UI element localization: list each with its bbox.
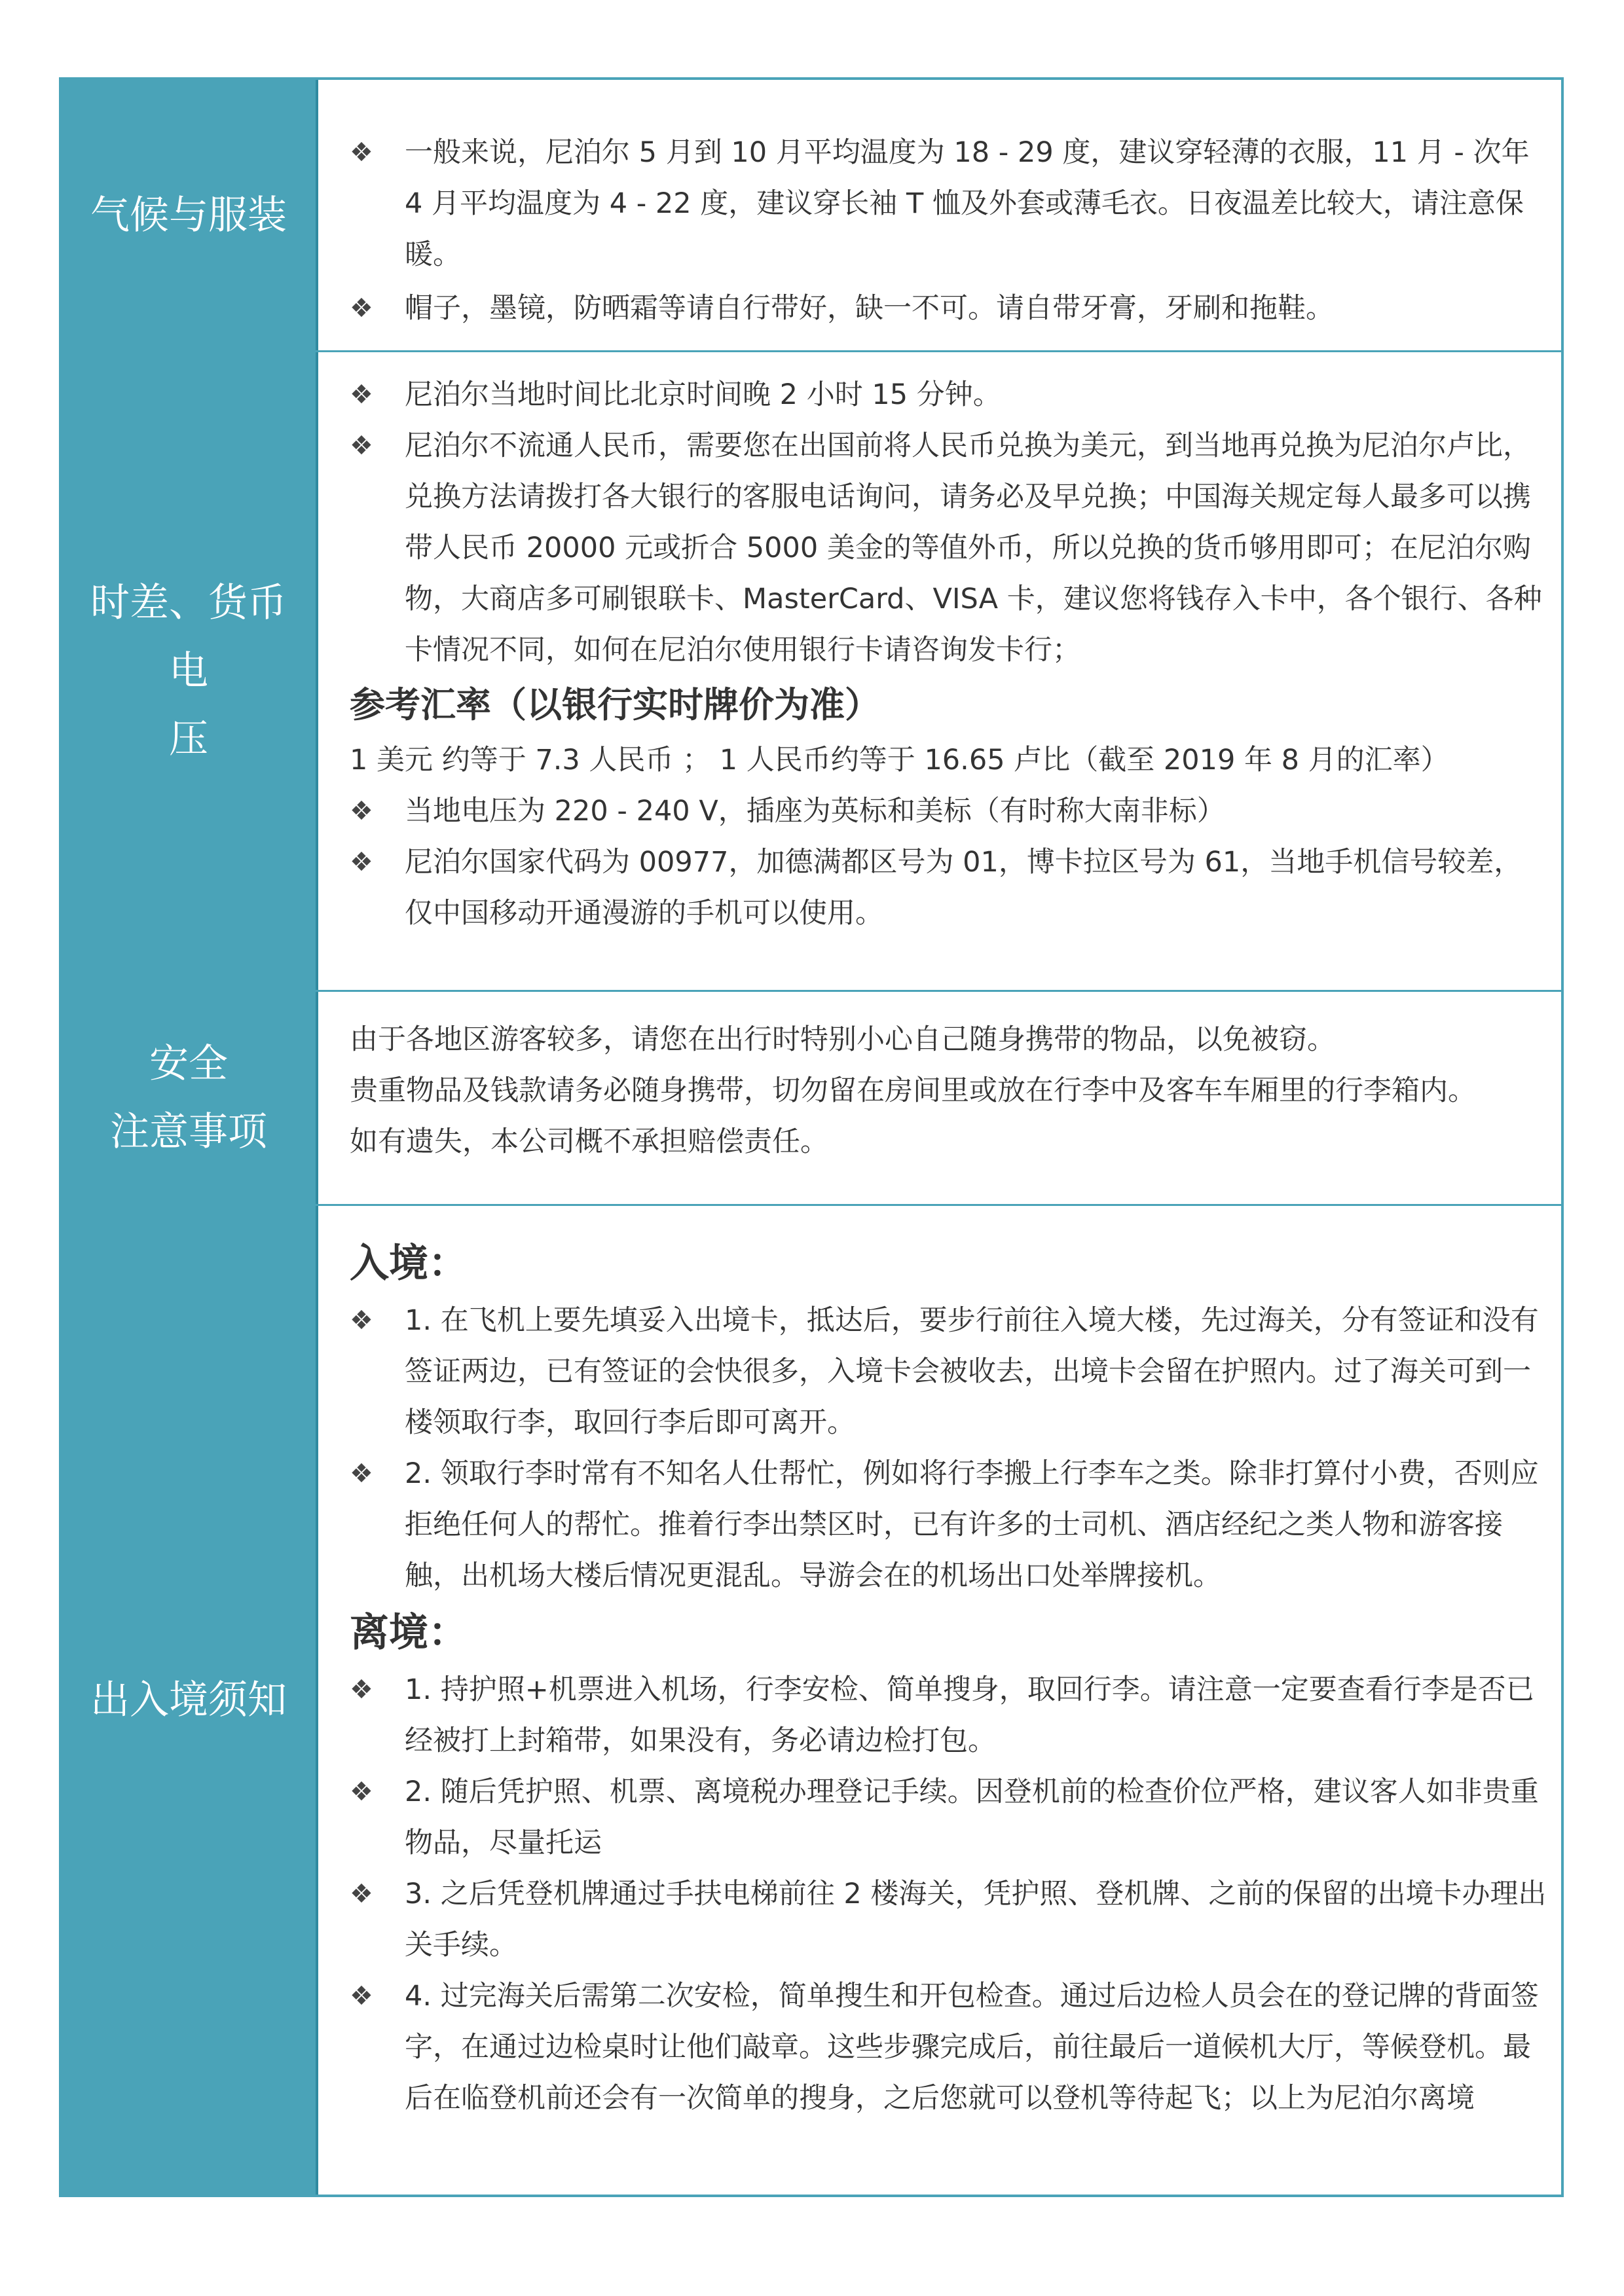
travel-notice-table xyxy=(59,77,1564,2197)
entry-heading: 入境： xyxy=(350,1241,468,1286)
row-climate-clothing xyxy=(62,80,1561,352)
safety-text: 如有遗失，本公司概不承担赔偿责任。 xyxy=(350,1125,828,1158)
diamond-dots-icon: ❖ xyxy=(350,1981,373,2011)
diamond-dots-icon: ❖ xyxy=(350,137,373,168)
safety-text: 由于各地区游客较多，请您在出行时特别小心自己随身携带的物品，以免被窃。 xyxy=(350,1023,1335,1056)
row-label: 安全 注意事项 xyxy=(62,992,318,1204)
list-item: ❖ 1. 持护照+机票进入机场，行李安检、简单搜身，取回行李。请注意一定要查看行李是否已经被打上封箱带，如果没有，务必请边检打包。 xyxy=(350,1664,1547,1766)
diamond-dots-icon: ❖ xyxy=(350,1305,373,1336)
list-item: ❖ 一般来说，尼泊尔 5 月到 10 月平均温度为 18 - 29 度，建议穿轻薄的衣服，11 月 - 次年 4 月平均温度为 4 - 22 度，建议穿长袖 T 恤及外套或薄毛衣。日夜温差比较大，请注意保暖。 xyxy=(350,127,1547,280)
row-content xyxy=(318,352,1561,990)
row-label: 出入境须知 xyxy=(62,1206,318,2195)
list-item: ❖ 尼泊尔当地时间比北京时间晚 2 小时 15 分钟。 xyxy=(350,369,1547,420)
diamond-dots-icon: ❖ xyxy=(350,1675,373,1705)
diamond-dots-icon: ❖ xyxy=(350,380,373,410)
row-content xyxy=(318,80,1561,350)
diamond-dots-icon: ❖ xyxy=(350,847,373,877)
list-item: ❖ 尼泊尔不流通人民币，需要您在出国前将人民币兑换为美元，到当地再兑换为尼泊尔卢比，兑换方法请拨打各大银行的客服电话询问，请务必及早兑换；中国海关规定每人最多可以携带人民币 20000 元或折合 5000 美金的等值外币，所以兑换的货币够用即可；在尼泊尔购物，大商店多可刷银联卡、MasterCard、VISA 卡，建议您将钱存入卡中，各个银行、各种卡情况不同，如何在尼泊尔使用银行卡请咨询发卡行； xyxy=(350,420,1547,676)
row-content xyxy=(318,992,1561,1204)
exit-heading: 离境： xyxy=(350,1610,468,1656)
diamond-dots-icon: ❖ xyxy=(350,1879,373,1909)
row-label: 时差、货币电 压 xyxy=(62,352,318,990)
list-item: ❖ 当地电压为 220 - 240 V，插座为英标和美标（有时称大南非标） xyxy=(350,786,1547,837)
diamond-dots-icon: ❖ xyxy=(350,796,373,826)
list-item: ❖ 2. 领取行李时常有不知名人仕帮忙，例如将行李搬上行李车之类。除非打算付小费，否则应拒绝任何人的帮忙。推着行李出禁区时，已有许多的士司机、酒店经纪之类人物和游客接触，出机场大楼后情况更混乱。导游会在的机场出口处举牌接机。 xyxy=(350,1448,1547,1601)
list-item: ❖ 4. 过完海关后需第二次安检，简单搜生和开包检查。通过后边检人员会在的登记牌的背面签字，在通过边检桌时让他们敲章。这些步骤完成后，前往最后一道候机大厅，等候登机。最后在临登机前还会有一次简单的搜身，之后您就可以登机等待起飞；以上为尼泊尔离境 xyxy=(350,1971,1547,2124)
safety-text: 贵重物品及钱款请务必随身携带，切勿留在房间里或放在行李中及客车车厢里的行李箱内。 xyxy=(350,1074,1476,1107)
diamond-dots-icon: ❖ xyxy=(350,293,373,323)
list-item: ❖ 1. 在飞机上要先填妥入出境卡，抵达后，要步行前往入境大楼，先过海关，分有签证和没有签证两边，已有签证的会快很多，入境卡会被收去，出境卡会留在护照内。过了海关可到一楼领取行李，取回行李后即可离开。 xyxy=(350,1295,1547,1448)
row-label: 气候与服装 xyxy=(62,80,318,350)
row-entry-exit xyxy=(62,1206,1561,2195)
row-time-currency-voltage xyxy=(62,352,1561,992)
list-item: ❖ 2. 随后凭护照、机票、离境税办理登记手续。因登机前的检查价位严格，建议客人如非贵重物品，尽量托运 xyxy=(350,1766,1547,1868)
diamond-dots-icon: ❖ xyxy=(350,431,373,461)
diamond-dots-icon: ❖ xyxy=(350,1459,373,1489)
row-safety-notes xyxy=(62,992,1561,1206)
section-heading: 参考汇率（以银行实时牌价为准） xyxy=(350,684,880,725)
row-content xyxy=(318,1206,1561,2195)
list-item: ❖ 3. 之后凭登机牌通过手扶电梯前往 2 楼海关，凭护照、登机牌、之前的保留的出境卡办理出关手续。 xyxy=(350,1868,1547,1971)
list-item: ❖ 帽子，墨镜，防晒霜等请自行带好，缺一不可。请自带牙膏，牙刷和拖鞋。 xyxy=(350,283,1547,334)
list-item: ❖ 尼泊尔国家代码为 00977，加德满都区号为 01，博卡拉区号为 61，当地手机信号较差，仅中国移动开通漫游的手机可以使用。 xyxy=(350,837,1547,939)
exchange-rate-text: 1 美元 约等于 7.3 人民币 ； 1 人民币约等于 16.65 卢比（截至 2019 年 8 月的汇率） xyxy=(350,744,1449,776)
diamond-dots-icon: ❖ xyxy=(350,1777,373,1807)
